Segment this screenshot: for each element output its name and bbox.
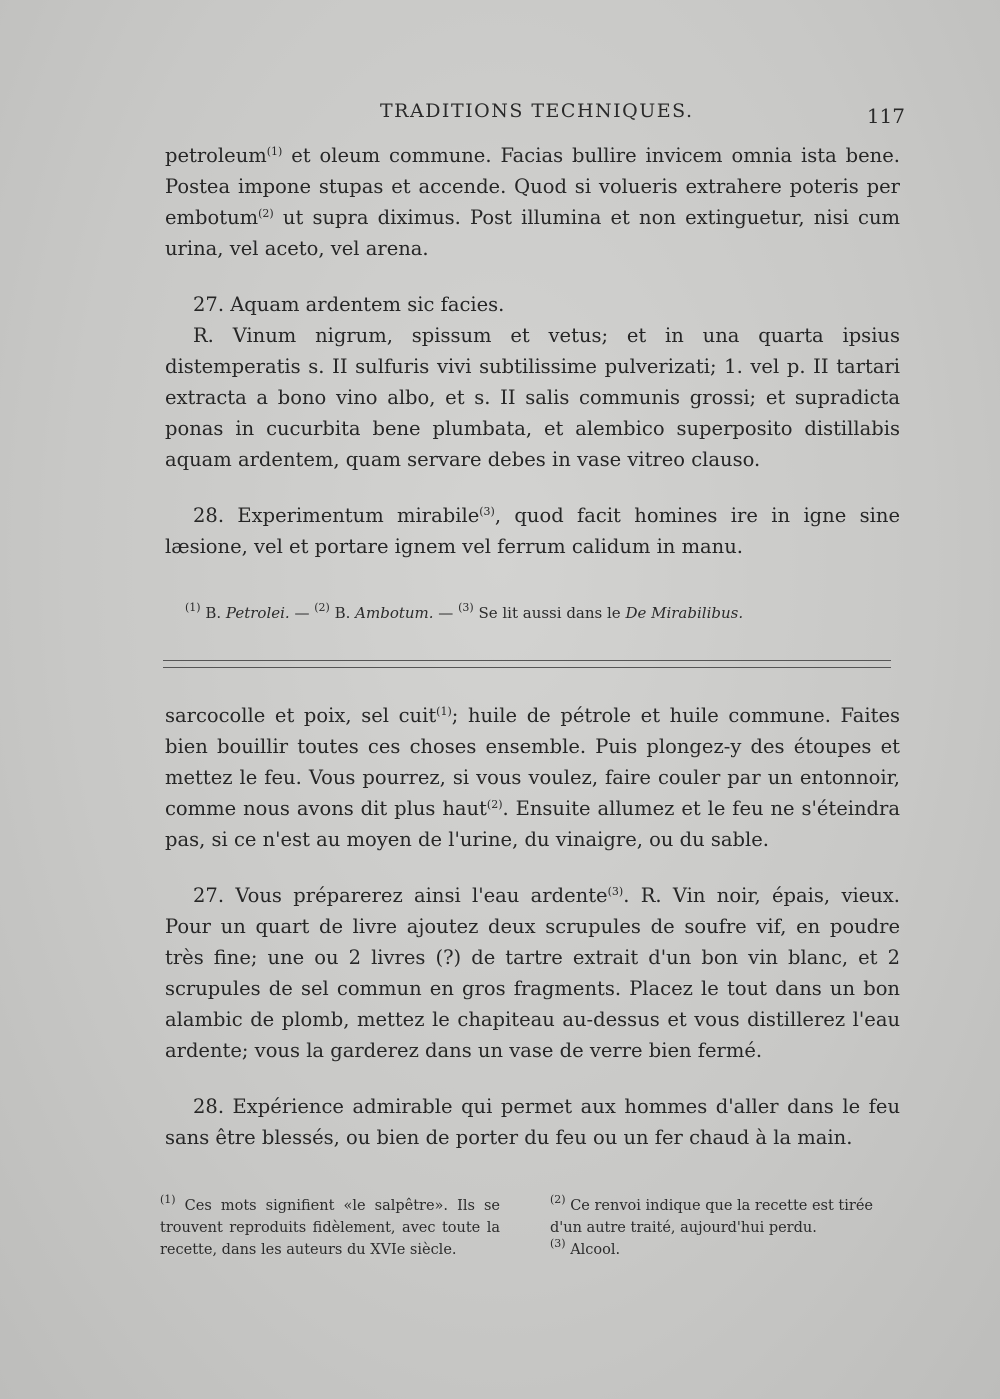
latin-paragraph-1: petroleum$^{(1)}$ et oleum commune. Facias bullire invicem omnia ista bene. Postea impone stupas et accende. Quod si volueris extrahere poteris per embotum$^{(2)}$ ut supra diximus. Post illumina et non extinguetur, nisi cum urina, vel aceto, vel arena. — [165, 144, 900, 260]
french-paragraph-28: 28. Expérience admirable qui permet aux hommes d'aller dans le feu sans être blessés, ou bien de porter du feu ou un fer chaud à la main. — [165, 1095, 900, 1149]
running-header — [160, 100, 905, 134]
running-title: TRADITIONS TECHNIQUES. — [380, 100, 694, 122]
latin-footnotes: $^{(1)}$ B. Petrolei. — $^{(2)}$ B. Ambotum. — $^{(3)}$ Se lit aussi dans le De Mirabilibus. — [185, 601, 744, 622]
footnote-ref: (3) — [607, 885, 624, 898]
footnote-ref: (2) — [258, 207, 274, 220]
footnote-ref: (3) — [479, 505, 495, 518]
latin-heading-27: 27. Aquam ardentem sic facies. — [193, 293, 505, 316]
section-divider — [163, 660, 891, 668]
latin-paragraph-28: 28. Experimentum mirabile$^{(3)}$, quod facit homines ire in igne sine læsione, vel et portare ignem vel ferrum calidum in manu. — [165, 504, 900, 558]
footnote-3: $^{(3)}$ Alcool. — [550, 1237, 621, 1258]
french-text — [165, 700, 900, 1153]
french-paragraph-1: sarcocolle et poix, sel cuit$^{(1)}$; huile de pétrole et huile commune. Faites bien bouillir toutes ces choses ensemble. Puis plongez-y des étoupes et mettez le feu. Vous pourrez, si vous voulez, faire couler par un entonnoir, comme nous avons dit plus haut$^{(2)}$. Ensuite allumez et le feu ne s'éteindra pas, si ce n'est au moyen de l'urine, du vinaigre, ou du sable. — [165, 704, 900, 851]
footnote-1: $^{(1)}$ Ces mots signifient «le salpêtre». Ils se trouvent reproduits fidèlement, avec toute la recette, dans les auteurs du XVIe siècle. — [160, 1193, 500, 1258]
footnote-ref: (1) — [266, 145, 283, 158]
footnote-ref: (1) — [436, 705, 452, 718]
footnote-2: $^{(2)}$ Ce renvoi indique que la recette est tirée d'un autre traité, aujourd'hui perdu. — [550, 1193, 873, 1236]
latin-text — [165, 140, 900, 562]
latin-paragraph-27: R. Vinum nigrum, spissum et vetus; et in una quarta ipsius distemperatis s. II sulfuris vivi subtilissime pulverizati; 1. vel p. II tartari extracta a bono vino albo, et s. II salis communis grossi; et supradicta ponas in cucurbita bene plumbata, et alembico superposito distillabis aquam ardentem, quam servare debes in vase vitreo clauso. — [165, 324, 900, 471]
french-paragraph-27: 27. Vous préparerez ainsi l'eau ardente$^{(3)}$. R. Vin noir, épais, vieux. Pour un quart de livre ajoutez deux scrupules de soufre vif, en poudre très fine; une ou 2 livres (?) de tartre extrait d'un bon vin blanc, et 2 scrupules de sel commun en gros fragments. Placez le tout dans un bon alambic de plomb, mettez le chapiteau au-dessus et vous distillerez l'eau ardente; vous la garderez dans un vase de verre bien fermé. — [165, 884, 900, 1062]
footnote-ref: (2) — [486, 798, 503, 811]
footnotes-right — [550, 1195, 890, 1261]
page-number: 117 — [866, 104, 905, 128]
french-footnotes — [160, 1195, 890, 1275]
